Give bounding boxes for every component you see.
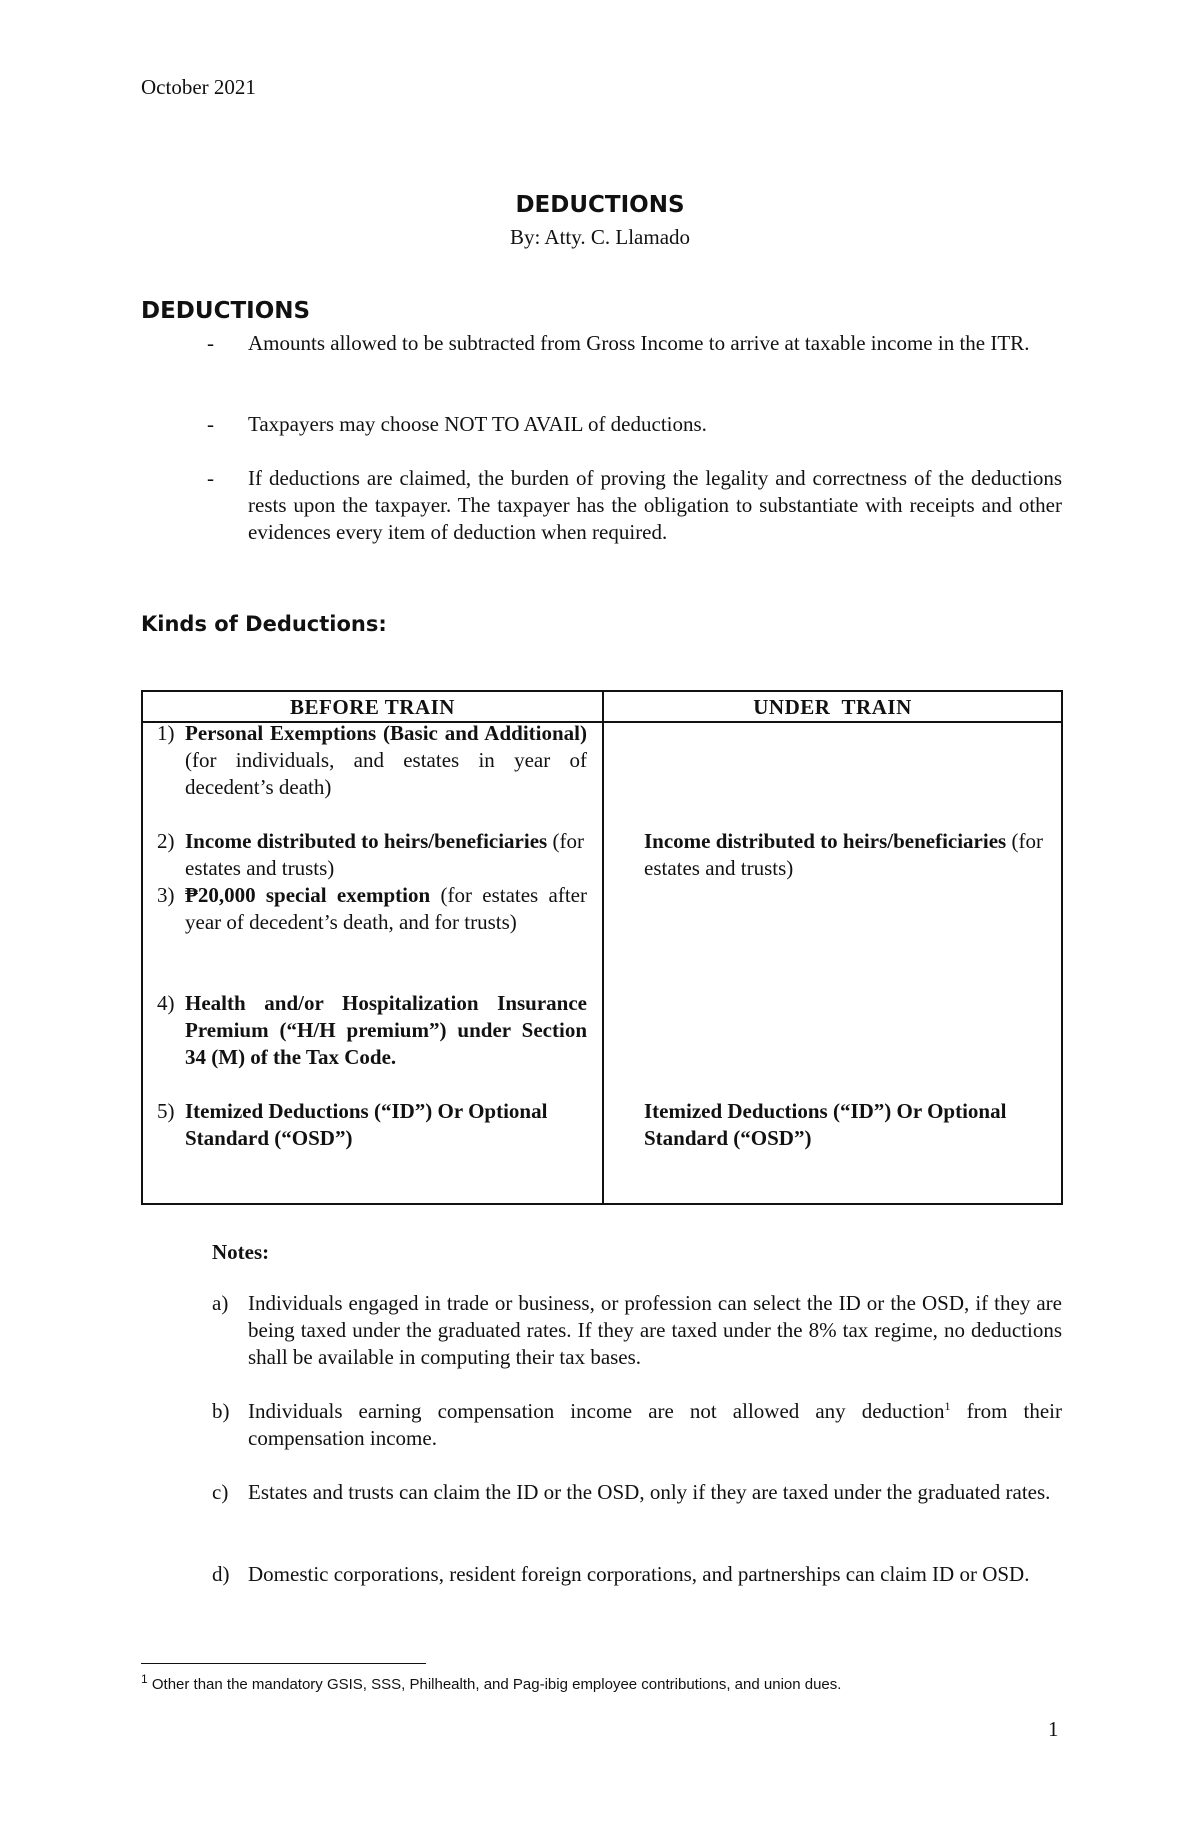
note-item xyxy=(212,1290,1062,1371)
item-bold: Health and/or Hospitalization Insurance Premium (“H/H premium”) under Section 34 (M) of the Tax Code. xyxy=(185,991,587,1069)
header-under-train: UNDER TRAIN xyxy=(753,695,912,719)
item-number: 1) xyxy=(157,721,175,745)
item-number: 4) xyxy=(157,991,175,1015)
header-before-train: BEFORE TRAIN xyxy=(290,695,455,719)
deductions-table xyxy=(141,690,1063,1205)
note-label: b) xyxy=(212,1399,230,1423)
under-item-income-distributed xyxy=(644,828,1054,882)
bullet-item xyxy=(207,411,1062,438)
before-item-3 xyxy=(157,882,587,936)
notes-label: Notes: xyxy=(212,1240,270,1264)
bullet-text: Taxpayers may choose NOT TO AVAIL of deductions. xyxy=(248,412,707,436)
section-heading: DEDUCTIONS xyxy=(141,298,311,324)
before-item-4 xyxy=(157,990,587,1071)
item-bold: Itemized Deductions (“ID”) Or Optional Standard (“OSD”) xyxy=(644,1099,1007,1150)
document-title: DEDUCTIONS xyxy=(515,192,685,218)
note-text xyxy=(248,1398,1062,1452)
item-text: (for estates and trusts) xyxy=(644,829,1043,880)
footnote-separator xyxy=(141,1663,426,1664)
bullet-text: Amounts allowed to be subtracted from Gross Income to arrive at taxable income in the ITR. xyxy=(248,331,1030,355)
before-item-5 xyxy=(157,1098,587,1152)
note-label: d) xyxy=(212,1562,230,1586)
note-text-part: from their compensation income. xyxy=(248,1399,1062,1450)
item-number: 2) xyxy=(157,829,175,853)
footnote-text: Other than the mandatory GSIS, SSS, Philhealth, and Pag-ibig employee contributions, and union dues. xyxy=(147,1676,842,1693)
before-item-2 xyxy=(157,828,587,882)
note-item xyxy=(212,1561,1062,1588)
item-text: (for estates after year of decedent’s death, and for trusts) xyxy=(185,883,587,934)
under-item-itemized xyxy=(644,1098,1054,1152)
note-label: c) xyxy=(212,1480,229,1504)
footnote-reference[interactable]: 1 xyxy=(944,1399,951,1413)
page-date: October 2021 xyxy=(141,75,256,99)
footnote-mark: 1 xyxy=(141,1672,148,1686)
column-divider xyxy=(602,692,604,1203)
bullet-item xyxy=(207,465,1062,546)
item-bold: Income distributed to heirs/beneficiaries xyxy=(185,829,548,853)
kinds-heading: Kinds of Deductions: xyxy=(141,612,387,636)
page-number: 1 xyxy=(1048,1717,1059,1741)
note-item xyxy=(212,1398,1062,1452)
footnote xyxy=(141,1672,842,1695)
note-text: Individuals engaged in trade or business, or profession can select the ID or the OSD, if they are being taxed under the graduated rates. If they are taxed under the 8% tax regime, no deductions shall be available in computing their tax bases. xyxy=(248,1291,1062,1369)
item-bold: Personal Exemptions (Basic and Additional) xyxy=(185,721,587,745)
bullet-dash: - xyxy=(207,466,214,490)
bullet-dash: - xyxy=(207,331,214,355)
note-item xyxy=(212,1479,1062,1506)
item-number: 3) xyxy=(157,883,175,907)
bullet-text: If deductions are claimed, the burden of proving the legality and correctness of the deductions rests upon the taxpayer. The taxpayer has the obligation to substantiate with receipts and other evidences every item of deduction when required. xyxy=(248,466,1062,544)
item-bold: Income distributed to heirs/beneficiaries xyxy=(644,829,1007,853)
bullet-dash: - xyxy=(207,412,214,436)
item-text: (for individuals, and estates in year of decedent’s death) xyxy=(185,748,587,799)
bullet-item xyxy=(207,330,1062,357)
item-bold: Itemized Deductions (“ID”) Or Optional Standard (“OSD”) xyxy=(185,1099,548,1150)
note-text: Domestic corporations, resident foreign corporations, and partnerships can claim ID or OSD. xyxy=(248,1562,1030,1586)
note-text: Estates and trusts can claim the ID or the OSD, only if they are taxed under the graduated rates. xyxy=(248,1480,1051,1504)
item-text: (for estates and trusts) xyxy=(185,829,584,880)
item-number: 5) xyxy=(157,1099,175,1123)
document-byline: By: Atty. C. Llamado xyxy=(509,225,691,249)
note-text-part: Individuals earning compensation income are not allowed any deduction xyxy=(248,1399,945,1423)
item-bold: ₱20,000 special exemption xyxy=(185,883,431,907)
before-item-1 xyxy=(157,720,587,801)
note-label: a) xyxy=(212,1291,229,1315)
